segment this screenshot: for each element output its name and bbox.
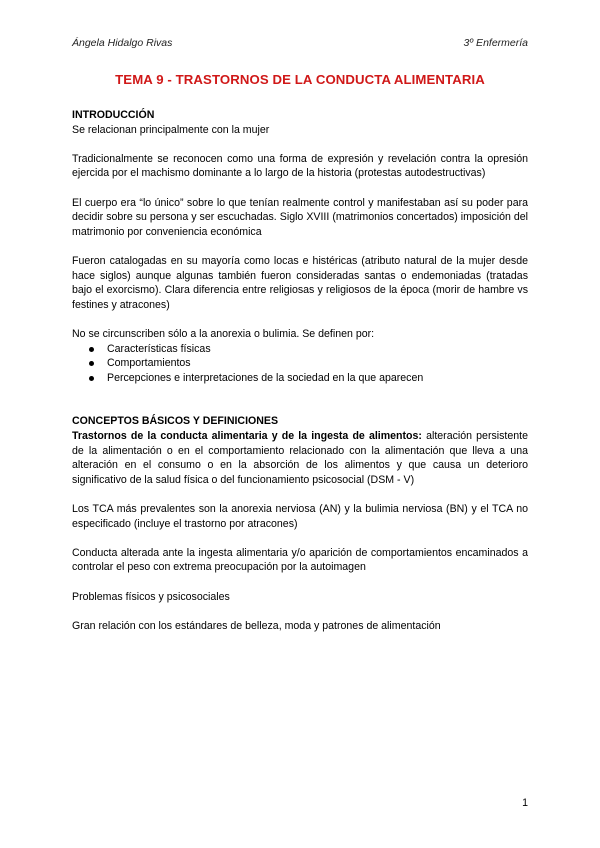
bullet-icon — [89, 347, 94, 352]
concepts-paragraph-4: Problemas físicos y psicosociales — [72, 590, 230, 603]
list-item-text: Características físicas — [107, 342, 211, 355]
definition-paragraph — [72, 429, 528, 487]
concepts-paragraph-2: Los TCA más prevalentes son la anorexia nerviosa (AN) y la bulimia nerviosa (BN) y el TCA no especificado (incluye el trastorno por atracones) — [72, 503, 528, 530]
intro-paragraph-4: Fueron catalogadas en su mayoría como locas e histéricas (atributo natural de la mujer desde hace siglos) aunque algunas también fueron consideradas santas o endemoniadas (tratadas bajo el exorcismo). Clara diferencia entre religiosas y religiosos de la época (morir de hambre vs festines y atracones) — [72, 254, 528, 311]
document-title: TEMA 9 - TRASTORNOS DE LA CONDUCTA ALIMENTARIA — [115, 72, 485, 87]
section-heading-conceptos: CONCEPTOS BÁSICOS Y DEFINICIONES — [72, 415, 279, 428]
bullet-icon — [89, 361, 94, 366]
intro-paragraph-2: Tradicionalmente se reconocen como una forma de expresión y revelación contra la opresión ejercida por el machismo dominante a lo largo de la historia (protestas autodestructivas) — [72, 152, 528, 180]
bullet-list — [72, 342, 528, 386]
concepts-paragraph-5: Gran relación con los estándares de belleza, moda y patrones de alimentación — [72, 619, 441, 632]
document-body — [72, 108, 528, 633]
definition-term: Trastornos de la conducta alimentaria y de la ingesta de alimentos: — [72, 430, 422, 443]
intro-paragraph-3: El cuerpo era “lo único” sobre lo que tenían realmente control y manifestaban así su poder para decidir sobre su persona y ser escuchadas. Siglo XVIII (matrimonios concertados) imposición del matrimonio por conveniencia económica — [72, 196, 528, 238]
section-heading-introduccion: INTRODUCCIÓN — [72, 109, 155, 121]
concepts-paragraph-3: Conducta alterada ante la ingesta alimentaria y/o aparición de comportamientos encaminados a controlar el peso con extrema preocupación por la autoimagen — [72, 546, 528, 574]
list-item — [89, 342, 528, 357]
page-number: 1 — [522, 797, 528, 809]
page-header — [72, 37, 528, 49]
list-item-text: Comportamientos — [107, 357, 191, 370]
header-course: 3º Enfermería — [463, 37, 528, 49]
definition-text: alteración persistente de la alimentación o en el comportamiento relacionado con la alimentación que lleva a una alteración en el consumo o en la absorción de los alimentos y que causa un deterioro significativo de la salud física o del funcionamiento psicosocial (DSM - V) — [72, 430, 528, 486]
intro-paragraph-1: Se relacionan principalmente con la mujer — [72, 123, 270, 136]
list-item — [89, 356, 528, 371]
bullet-icon — [89, 376, 94, 381]
list-item-text: Percepciones e interpretaciones de la sociedad en la que aparecen — [107, 371, 424, 384]
list-item — [89, 371, 528, 386]
header-author: Ángela Hidalgo Rivas — [72, 37, 173, 49]
intro-paragraph-5: No se circunscriben sólo a la anorexia o bulimia. Se definen por: — [72, 327, 375, 340]
